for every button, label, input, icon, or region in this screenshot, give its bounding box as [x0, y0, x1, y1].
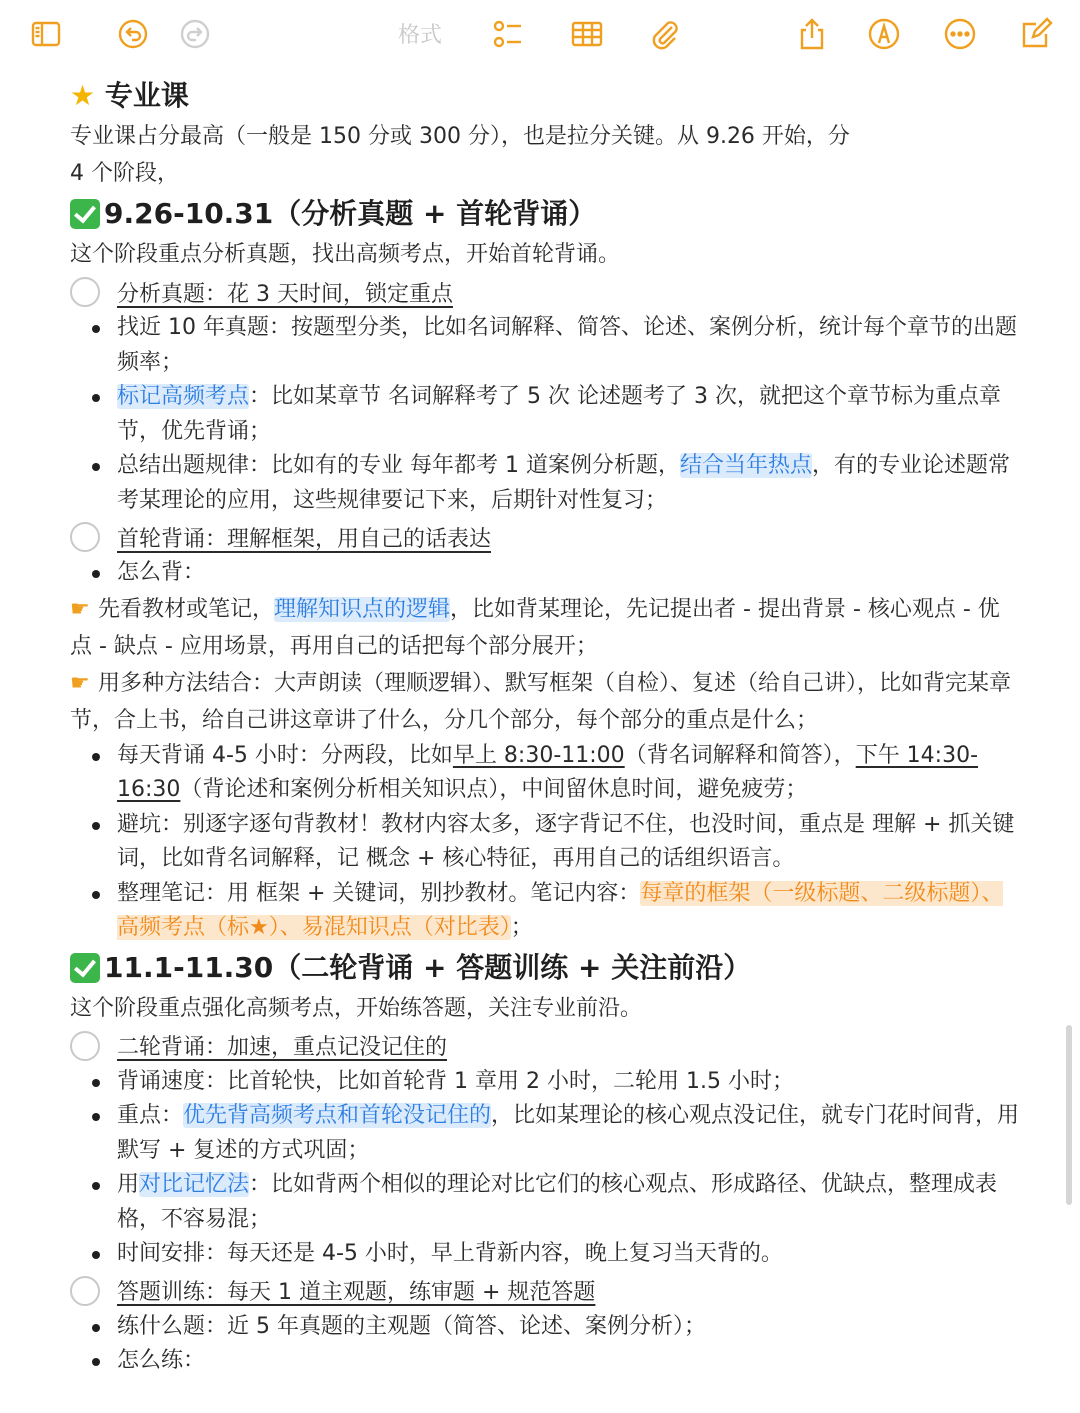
bullet-item: 背诵速度：比首轮快，比如首轮背 1 章用 2 小时，二轮用 1.5 小时；: [70, 1065, 1020, 1100]
stage-description: 这个阶段重点强化高频考点，开始练答题，关注专业前沿。: [70, 995, 643, 1021]
bullet-item: 怎么练：: [70, 1344, 1020, 1379]
bullet-item: 练什么题：近 5 年真题的主观题（简答、论述、案例分析）；: [70, 1310, 1020, 1345]
more-icon[interactable]: [940, 14, 980, 54]
bullet-item: 找近 10 年真题：按题型分类，比如名词解释、简答、论述、案例分析，统计每个章节的出题频率；: [70, 311, 1020, 380]
stage-description: 这个阶段重点分析真题，找出高频考点，开始首轮背诵。: [70, 242, 621, 267]
scrollbar[interactable]: [1066, 1025, 1072, 1205]
redo-icon[interactable]: [175, 14, 215, 54]
check-mark-icon: [70, 953, 100, 983]
note-content[interactable]: [70, 72, 1020, 1379]
checkbox-circle-icon[interactable]: [70, 277, 100, 307]
format-button[interactable]: 格式: [398, 23, 443, 48]
bullet-item: 重点：优先背高频考点和首轮没记住的，比如某理论的核心观点没记住，就专门花时间背，用默写 + 复述的方式巩固；: [70, 1099, 1020, 1168]
pointing-hand-icon: ☛: [70, 596, 90, 622]
intro-text-2: 4 个阶段，: [70, 161, 179, 186]
checkbox-circle-icon[interactable]: [70, 522, 100, 552]
compose-icon[interactable]: [1016, 14, 1056, 54]
checkbox-circle-icon[interactable]: [70, 1276, 100, 1306]
undo-icon[interactable]: [113, 14, 153, 54]
bullet-item: 时间安排：每天还是 4-5 小时，早上背新内容，晚上复习当天背的。: [70, 1237, 1020, 1272]
toolbar: [0, 0, 1080, 70]
checklist-icon[interactable]: [488, 14, 528, 54]
checklist-item[interactable]: 二轮背诵：加速，重点记没记住的: [70, 1027, 1020, 1065]
bullet-item: 用对比记忆法：比如背两个相似的理论对比它们的核心观点、形成路径、优缺点，整理成表格，不容易混；: [70, 1168, 1020, 1237]
bullet-item: 总结出题规律：比如有的专业 每年都考 1 道案例分析题，结合当年热点，有的专业论述题常考某理论的应用，这些规律要记下来，后期针对性复习；: [70, 449, 1020, 518]
bullet-item: 整理笔记：用 框架 + 关键词，别抄教材。笔记内容：每章的框架（一级标题、二级标题）、高频考点（标★）、易混知识点（对比表）；: [70, 877, 1020, 946]
checklist-item[interactable]: 分析真题：花 3 天时间，锁定重点: [70, 273, 1020, 311]
checkbox-circle-icon[interactable]: [70, 1031, 100, 1061]
check-mark-icon: [70, 199, 100, 229]
table-icon[interactable]: [567, 14, 607, 54]
intro-text: 专业课占分最高（一般是 150 分或 300 分），也是拉分关键。从 9.26 开始，分: [70, 124, 850, 149]
checklist-item[interactable]: 答题训练：每天 1 道主观题，练审题 + 规范答题: [70, 1272, 1020, 1310]
star-icon: ★: [70, 79, 96, 112]
attachment-icon[interactable]: [645, 14, 685, 54]
bullet-item: 标记高频考点：比如某章节 名词解释考了 5 次 论述题考了 3 次，就把这个章节标为重点章节，优先背诵；: [70, 380, 1020, 449]
stage-heading: 11.1-11.30 （二轮背诵 + 答题训练 + 关注前沿）: [70, 946, 1020, 990]
stage-heading: 9.26-10.31 （分析真题 + 首轮背诵）: [70, 192, 1020, 236]
share-icon[interactable]: [792, 14, 832, 54]
section-heading: ★ 专业课: [70, 79, 189, 112]
pointing-hand-icon: ☛: [70, 670, 90, 696]
sidebar-icon[interactable]: [26, 14, 66, 54]
bullet-item: 每天背诵 4-5 小时：分两段，比如早上 8:30-11:00（背名词解释和简答），下午 14:30-16:30（背论述和案例分析相关知识点），中间留休息时间，避免疲劳；: [70, 739, 1020, 808]
checklist-item[interactable]: 首轮背诵：理解框架，用自己的话表达: [70, 518, 1020, 556]
bullet-item: 避坑：别逐字逐句背教材！教材内容太多，逐字背记不住，也没时间，重点是 理解 + 抓关键词，比如背名词解释，记 概念 + 核心特征，再用自己的话组织语言。: [70, 808, 1020, 877]
markup-icon[interactable]: [864, 14, 904, 54]
hand-point-item: ☛ 先看教材或笔记，理解知识点的逻辑，比如背某理论，先记提出者 - 提出背景 - 核心观点 - 优点 - 缺点 - 应用场景，再用自己的话把每个部分展开；: [70, 591, 1020, 665]
hand-point-item: ☛ 用多种方法结合：大声朗读（理顺逻辑）、默写框架（自检）、复述（给自己讲），比如背完某章节，合上书，给自己讲这章讲了什么，分几个部分，每个部分的重点是什么；: [70, 665, 1020, 739]
bullet-item: 怎么背：: [70, 556, 1020, 591]
